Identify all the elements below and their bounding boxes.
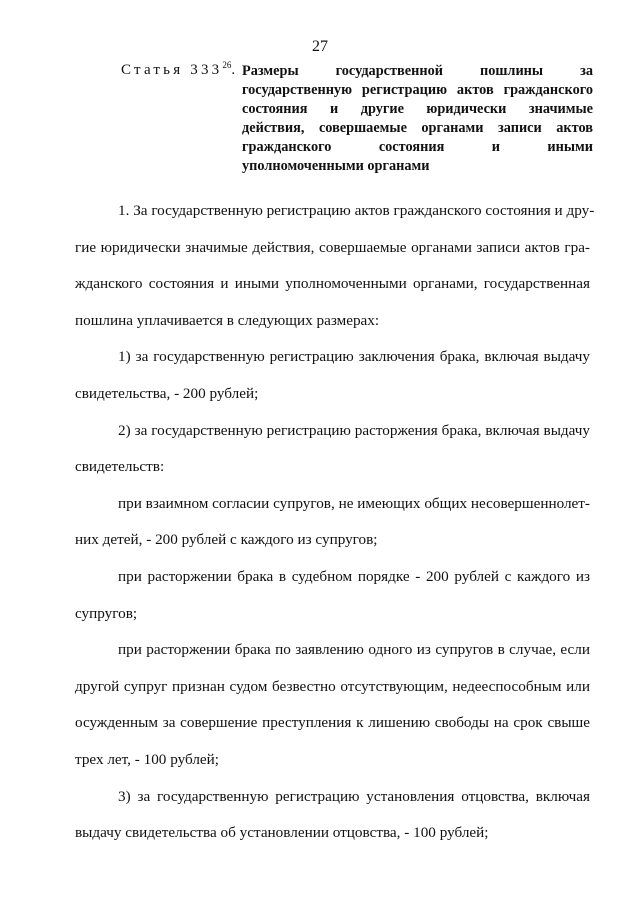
article-superscript: 26 bbox=[222, 60, 232, 70]
text-line: жданского состояния и иными уполномоченными органами, государственная bbox=[75, 275, 590, 293]
text-line: выдачу свидетельства об установлении отцовства, - 100 рублей; bbox=[75, 824, 489, 842]
paragraph bbox=[75, 199, 595, 345]
article-title bbox=[242, 62, 593, 176]
text-line: осужденным за совершение преступления к лишению свободы на срок свыше bbox=[75, 714, 590, 732]
text-line: 2) за государственную регистрацию расторжения брака, включая выдачу bbox=[118, 421, 590, 439]
article-title-line: состояния и другие юридически значимые bbox=[242, 101, 593, 117]
text-line: 1. За государственную регистрацию актов гражданского состояния и дру- bbox=[118, 202, 595, 219]
text-line: при расторжении брака в судебном порядке - 200 рублей с каждого из bbox=[118, 567, 590, 585]
paragraph bbox=[75, 785, 590, 858]
article-title-line: действия, совершаемые органами записи актов bbox=[242, 120, 593, 136]
text-line: них детей, - 200 рублей с каждого из супругов; bbox=[75, 531, 378, 549]
text-line: другой супруг признан судом безвестно отсутствующим, недееспособным или bbox=[75, 677, 590, 695]
text-line: при расторжении брака по заявлению одного из супругов в случае, если bbox=[118, 641, 590, 659]
text-line: при взаимном согласии супругов, не имеющих общих несовершеннолет- bbox=[118, 494, 590, 512]
paragraph bbox=[75, 638, 590, 784]
article-label-suffix: . bbox=[231, 62, 239, 78]
text-line: 1) за государственную регистрацию заключения брака, включая выдачу bbox=[118, 348, 590, 366]
text-line: гие юридически значимые действия, совершаемые органами записи актов гра- bbox=[75, 238, 590, 256]
text-line: супругов; bbox=[75, 604, 138, 622]
text-line: трех лет, - 100 рублей; bbox=[75, 750, 219, 768]
text-line: пошлина уплачивается в следующих размерах: bbox=[75, 311, 380, 329]
text-line: 3) за государственную регистрацию установления отцовства, включая bbox=[118, 787, 590, 805]
paragraph bbox=[75, 345, 590, 418]
article-title-line: уполномоченными органами bbox=[242, 158, 430, 174]
article-title-line: государственную регистрацию актов гражданского bbox=[242, 82, 593, 98]
article-title-line: гражданского состояния и иными bbox=[242, 139, 593, 155]
text-line: свидетельства, - 200 рублей; bbox=[75, 384, 259, 402]
paragraph bbox=[75, 419, 590, 492]
paragraph bbox=[75, 565, 590, 638]
article-label bbox=[121, 60, 238, 79]
paragraph bbox=[75, 492, 590, 565]
document-body bbox=[75, 199, 595, 858]
article-label-text: Статья 333 bbox=[121, 62, 223, 78]
text-line: свидетельств: bbox=[75, 458, 165, 476]
page-number: 27 bbox=[312, 38, 328, 55]
article-title-line: Размеры государственной пошлины за bbox=[242, 63, 593, 79]
